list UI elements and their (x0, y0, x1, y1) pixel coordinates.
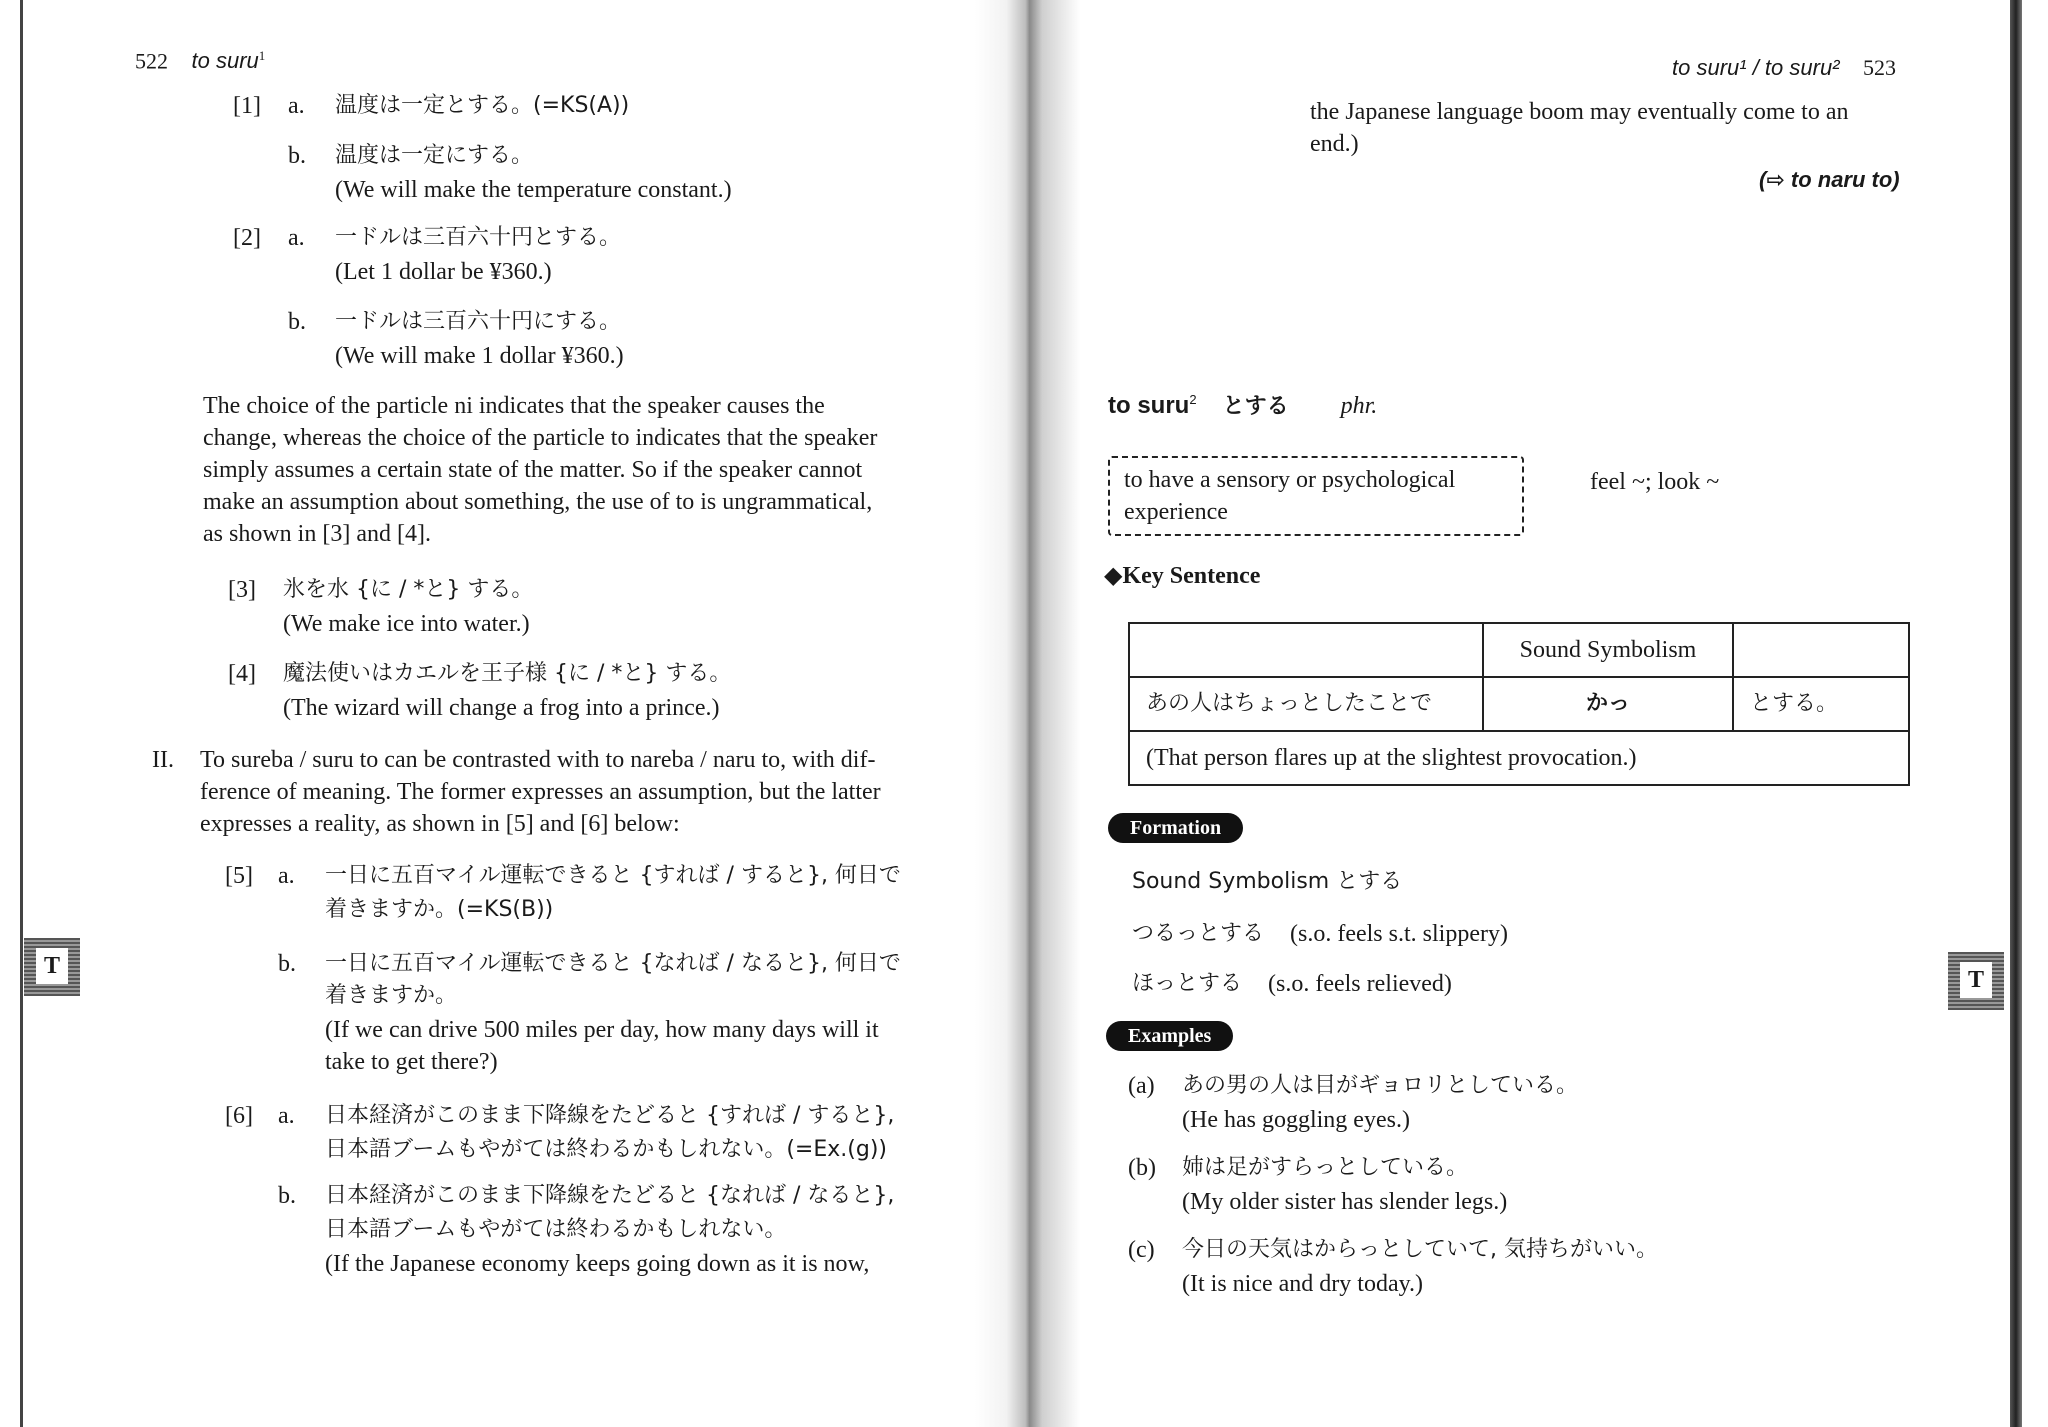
entry-heading (1108, 384, 1377, 423)
key-table-empty-2 (1733, 623, 1909, 677)
left-tab-letter: T (36, 948, 68, 984)
entry-pos: phr. (1340, 393, 1378, 419)
right-page-number: 523 (1863, 55, 1897, 80)
para-line-2: change, whereas the choice of the particle to indicates that the speaker (203, 425, 878, 451)
example-c-jp: 今日の天気はからっとしていて, 気持ちがいい。 (1182, 1237, 1658, 1262)
entry-sup: 2 (1189, 392, 1197, 407)
ex5b-en-2: take to get there?) (325, 1049, 498, 1075)
ex5b-label: b. (278, 951, 296, 977)
cross-reference: (⇨ to naru to) (1759, 167, 1900, 192)
ex5a-jp-1: 一日に五百マイル運転できると {すれば / すると}, 何日で (325, 863, 901, 888)
formation-line-3-jp: ほっとする (1132, 971, 1243, 996)
example-a-jp: あの男の人は目がギョロリとしている。 (1182, 1073, 1579, 1098)
ex4-en: (The wizard will change a frog into a prince.) (283, 695, 720, 721)
key-table-sentence-row (1129, 677, 1909, 731)
ex2a-jp: 一ドルは三百六十円とする。 (335, 225, 622, 250)
ex3-en: (We make ice into water.) (283, 611, 530, 637)
ex6b-jp-1: 日本経済がこのまま下降線をたどると {なれば / なると}, (325, 1183, 895, 1208)
ex2b-label: b. (288, 309, 306, 335)
formation-label: Formation (1108, 813, 1243, 843)
key-table-translation: (That person flares up at the slightest provocation.) (1129, 731, 1909, 785)
formation-line-1: Sound Symbolism とする (1132, 869, 1403, 894)
right-running-head (1672, 52, 1896, 84)
ex2a-label: a. (288, 225, 305, 251)
para-line-3: simply assumes a certain state of the matter. So if the speaker cannot (203, 457, 863, 483)
left-running-head (135, 40, 265, 77)
cont-line-2: end.) (1310, 131, 1359, 157)
ex1b-jp: 温度は一定にする。 (335, 143, 534, 168)
gloss: feel ~; look ~ (1590, 469, 1720, 495)
examples-label: Examples (1106, 1021, 1233, 1051)
ex5-num: [5] (225, 863, 253, 889)
right-thumb-tab (1948, 952, 2004, 1010)
definition-line-2: experience (1124, 499, 1228, 525)
example-c-en: (It is nice and dry today.) (1182, 1271, 1424, 1297)
example-a-label: (a) (1128, 1073, 1155, 1099)
ex6b-label: b. (278, 1183, 296, 1209)
ex4-jp: 魔法使いはカエルを王子様 {に / *と} する。 (283, 661, 732, 686)
ex5b-jp-2: 着きますか。 (325, 983, 458, 1008)
key-table-row-left: あの人はちょっとしたことで (1129, 677, 1483, 731)
cont-line-1: the Japanese language boom may eventually come to an (1310, 99, 1849, 125)
ex2a-en: (Let 1 dollar be ¥360.) (335, 259, 552, 285)
para-line-5: as shown in [3] and [4]. (203, 521, 431, 547)
ex6a-jp-2: 日本語ブームもやがては終わるかもしれない。(=Ex.(g)) (325, 1137, 887, 1162)
key-table-row-mid: かっ (1483, 677, 1733, 731)
ex1b-label: b. (288, 143, 306, 169)
ex6a-label: a. (278, 1103, 295, 1129)
ex6b-en-1: (If the Japanese economy keeps going down as it is now, (325, 1251, 870, 1277)
formation-line-3-en: (s.o. feels relieved) (1268, 971, 1452, 997)
ex1b-en: (We will make the temperature constant.) (335, 177, 732, 203)
ex4-num: [4] (228, 661, 256, 687)
example-c-label: (c) (1128, 1237, 1155, 1263)
ex3-jp: 氷を水 {に / *と} する。 (283, 577, 534, 602)
example-b-en: (My older sister has slender legs.) (1182, 1189, 1508, 1215)
section-num: II. (152, 747, 174, 773)
section-line-1: To sureba / suru to can be contrasted with to nareba / naru to, with dif- (200, 747, 876, 773)
key-table-header-mid: Sound Symbolism (1483, 623, 1733, 677)
formation-line-2-jp: つるっとする (1132, 921, 1265, 946)
key-table-translation-row (1129, 731, 1909, 785)
ex1a-jp: 温度は一定とする。(=KS(A)) (335, 93, 630, 118)
right-head-title: to suru¹ / to suru² (1672, 55, 1840, 80)
ex5a-jp-2: 着きますか。(=KS(B)) (325, 897, 554, 922)
ex1-num: [1] (233, 93, 261, 119)
definition-line-1: to have a sensory or psychological (1124, 467, 1456, 493)
entry-title: to suru (1108, 392, 1190, 419)
para-line-1: The choice of the particle ni indicates that the speaker causes the (203, 393, 825, 419)
left-page (0, 0, 990, 1427)
left-page-number: 522 (135, 48, 168, 74)
section-line-2: ference of meaning. The former expresses an assumption, but the latter (200, 779, 881, 805)
key-table-empty-1 (1129, 623, 1483, 677)
ex6-num: [6] (225, 1103, 253, 1129)
left-head-sup: 1 (258, 48, 266, 63)
continuation-text (1310, 96, 1973, 160)
ex5a-label: a. (278, 863, 295, 889)
left-thumb-tab (24, 938, 80, 996)
ex5b-en-1: (If we can drive 500 miles per day, how many days will it (325, 1017, 879, 1043)
ex1a-label: a. (288, 93, 305, 119)
key-table-header-row (1129, 623, 1909, 677)
formation-line-2-en: (s.o. feels s.t. slippery) (1290, 921, 1508, 947)
section-line-3: expresses a reality, as shown in [5] and [6] below: (200, 811, 680, 837)
ex3-num: [3] (228, 577, 256, 603)
example-a-en: (He has goggling eyes.) (1182, 1107, 1410, 1133)
left-head-title: to suru (191, 48, 259, 74)
ex2b-jp: 一ドルは三百六十円にする。 (335, 309, 622, 334)
ex2b-en: (We will make 1 dollar ¥360.) (335, 343, 624, 369)
ex6a-jp-1: 日本経済がこのまま下降線をたどると {すれば / すると}, (325, 1103, 895, 1128)
ex5b-jp-1: 一日に五百マイル運転できると {なれば / なると}, 何日で (325, 951, 901, 976)
section-paragraph (200, 744, 938, 840)
explanation-paragraph (203, 390, 938, 550)
ex2-num: [2] (233, 225, 261, 251)
ex6b-jp-2: 日本語ブームもやがては終わるかもしれない。 (325, 1217, 787, 1242)
key-sentence-table (1128, 622, 1910, 786)
definition-box (1108, 456, 1524, 536)
right-page (1062, 0, 2048, 1427)
entry-jp: とする (1222, 394, 1289, 419)
para-line-4: make an assumption about something, the use of to is ungrammatical, (203, 489, 873, 515)
right-tab-letter: T (1960, 962, 1992, 998)
example-b-jp: 姉は足がすらっとしている。 (1182, 1155, 1469, 1180)
key-table-row-right: とする。 (1733, 677, 1909, 731)
example-b-label: (b) (1128, 1155, 1156, 1181)
key-sentence-heading: ◆Key Sentence (1104, 563, 1261, 589)
